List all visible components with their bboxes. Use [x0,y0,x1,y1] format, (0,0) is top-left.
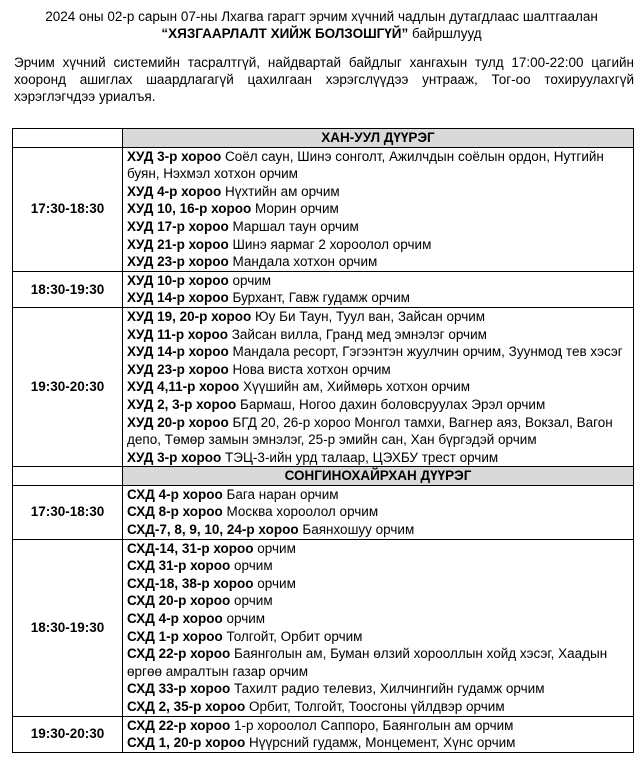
khoroo-label: СХД 8-р хороо [127,504,223,520]
khoroo-label: СХД-14, 31-р хороо [127,540,254,556]
time-slot-row [13,147,634,271]
time-slot-row [13,307,634,466]
location-entry [127,326,629,344]
location-description: орчим [230,558,273,574]
location-description: Нүүрсний гудамж, Монцемент, Хүнс орчим [245,735,516,751]
locations-cell [123,485,634,539]
khoroo-label: ХУД 4,11-р хороо [127,379,240,395]
location-entry [127,236,629,254]
location-description: БГД 20, 26-р хороо Монгол тамхи, Вагнер аяз, Вокзал, Вагон депо, Төмөр замын эмнэлэг, 25-р эмийн сан, Хан бүргэдэй орчим [127,414,613,448]
district-header-row [13,129,634,148]
document-header [0,8,643,42]
location-description: Хүүшийн ам, Хиймөрь хотхон орчим [239,379,470,395]
location-entry [127,200,629,218]
locations-cell [123,271,634,307]
location-description: Бага наран орчим [222,486,339,502]
location-description: Соёл саун, Шинэ сонголт, Ажилчдын соёлын ордон, Нутгийн буян, Нэхмэл хотхон орчим [127,148,604,182]
location-entry [127,148,629,183]
khoroo-label: СХД 1, 20-р хороо [127,735,246,751]
location-entry [127,680,629,698]
intro-paragraph: Эрчим хүчний системийн тасралтгүй, найдвартай байдлыг хангахын тулд 17:00-22:00 цагийн хооронд ашиглах шаардлагагүй цахилгаан хэрэгслүүдээ унтрааж, Тог-оо тохируулахгүй хэрэглэгчдээ уриалъя. [14,55,634,104]
location-description: Нова виста хотхон орчим [228,361,391,377]
locations-cell [123,716,634,752]
location-entry [127,272,629,290]
khoroo-label: ХУД 19, 20-р хороо [127,308,252,324]
header-line-1: 2024 оны 02-р сарын 07-ны Лхагва гарагт эрчим хүчний чадлын дутагдлаас шалтгаалан [45,9,598,24]
location-description: Толгойт, Орбит орчим [222,628,363,644]
location-description: Бармаш, Ногоо дахин боловсруулах Эрэл орчим [236,396,546,412]
khoroo-label: ХУД 23-р хороо [127,361,229,377]
location-description: Москва хороолол орчим [222,504,379,520]
khoroo-label: СХД 33-р хороо [127,681,231,697]
time-slot: 18:30-19:30 [13,539,123,716]
location-description: Баянхошуу орчим [298,522,415,538]
location-description: орчим [253,575,296,591]
district-name: СОНГИНОХАЙРХАН ДҮҮРЭГ [123,467,634,486]
khoroo-label: СХД-18, 38-р хороо [127,575,254,591]
location-description: орчим [230,593,273,609]
location-description: Баянголын ам, Буман өлзий хорооллын хойд хэсэг, Хаадын өргөө амралтын газар орчим [127,646,608,679]
location-description: 1-р хороолол Саппоро, Баянголын ам орчим [230,717,514,733]
district-header-blank [13,467,123,486]
header-title-suffix: байршлууд [408,26,482,41]
khoroo-label: СХД 4-р хороо [127,486,223,502]
time-slot-row [13,485,634,539]
khoroo-label: ХУД 10, 16-р хороо [127,201,252,217]
khoroo-label: СХД 20-р хороо [127,593,231,609]
khoroo-label: ХУД 2, 3-р хороо [127,396,237,412]
khoroo-label: ХУД 14-р хороо [127,290,229,306]
location-description: Бурхант, Гавж гудамж орчим [228,290,410,306]
khoroo-label: СХД 1-р хороо [127,628,223,644]
location-description: Шинэ яармаг 2 хороолол орчим [228,236,432,252]
location-description: орчим [253,540,296,556]
location-description: Зайсан вилла, Гранд мед эмнэлэг орчим [228,326,487,342]
time-slot: 17:30-18:30 [13,147,123,271]
time-slot-row [13,271,634,307]
locations-cell [123,539,634,716]
schedule-table [12,128,634,753]
district-header-row [13,467,634,486]
location-entry [127,521,629,539]
location-entry [127,183,629,201]
location-description: орчим [228,272,272,288]
location-entry [127,396,629,414]
time-slot-row [13,716,634,752]
location-entry [127,378,629,396]
khoroo-label: СХД 2, 35-р хороо [127,699,246,714]
location-entry [127,308,629,326]
location-entry [127,628,629,646]
locations-cell [123,147,634,271]
location-description: Мандала ресорт, Гэгээнтэн жуулчин орчим, Зуунмод тев хэсэг [228,344,623,360]
location-description: Орбит, Толгойт, Тоосгоны үйлдвэр орчим [245,699,505,714]
location-description: Мандала хотхон орчим [228,254,378,270]
location-entry [127,361,629,379]
time-slot: 18:30-19:30 [13,271,123,307]
location-description: Нүхтийн ам орчим [221,183,340,199]
location-entry [127,218,629,236]
header-title: “ХЯЗГААРЛАЛТ ХИЙЖ БОЛЗОШГҮЙ” [161,26,409,41]
khoroo-label: СХД-7, 8, 9, 10, 24-р хороо [127,522,299,538]
location-description: Морин орчим [251,201,339,217]
location-entry [127,734,629,752]
time-slot: 19:30-20:30 [13,716,123,752]
time-slot-row [13,539,634,716]
district-name: ХАН-УУЛ ДҮҮРЭГ [123,129,634,148]
location-entry [127,610,629,628]
location-entry [127,575,629,593]
location-entry [127,449,629,467]
location-entry [127,645,629,680]
location-entry [127,698,629,716]
location-entry [127,503,629,521]
khoroo-label: ХУД 21-р хороо [127,236,229,252]
header-line-2 [0,25,643,42]
khoroo-label: СХД 22-р хороо [127,717,231,733]
khoroo-label: СХД 22-р хороо [127,646,231,662]
location-entry [127,414,629,449]
khoroo-label: ХУД 14-р хороо [127,344,229,360]
location-description: Юу Би Таун, Туул ван, Зайсан орчим [251,308,486,324]
location-entry [127,486,629,504]
district-header-blank [13,129,123,148]
khoroo-label: ХУД 4-р хороо [127,183,222,199]
location-entry [127,343,629,361]
location-description: Тахилт радио телевиз, Хилчингийн гудамж орчим [230,681,545,697]
location-description: ТЭЦ-3-ийн урд талаар, ЦЭХБУ трест орчим [221,449,499,465]
location-description: орчим [222,611,266,627]
locations-cell [123,307,634,466]
location-entry [127,540,629,558]
location-entry [127,289,629,307]
location-entry [127,253,629,271]
location-entry [127,592,629,610]
khoroo-label: ХУД 3-р хороо [127,449,222,465]
khoroo-label: ХУД 10-р хороо [127,272,229,288]
khoroo-label: ХУД 3-р хороо [127,148,222,164]
khoroo-label: ХУД 20-р хороо [127,414,229,430]
location-entry [127,557,629,575]
khoroo-label: СХД 4-р хороо [127,611,223,627]
khoroo-label: ХУД 23-р хороо [127,254,229,270]
khoroo-label: ХУД 11-р хороо [127,326,229,342]
khoroo-label: ХУД 17-р хороо [127,218,229,234]
time-slot: 17:30-18:30 [13,485,123,539]
khoroo-label: СХД 31-р хороо [127,558,231,574]
time-slot: 19:30-20:30 [13,307,123,466]
location-description: Маршал таун орчим [228,218,359,234]
location-entry [127,717,629,735]
